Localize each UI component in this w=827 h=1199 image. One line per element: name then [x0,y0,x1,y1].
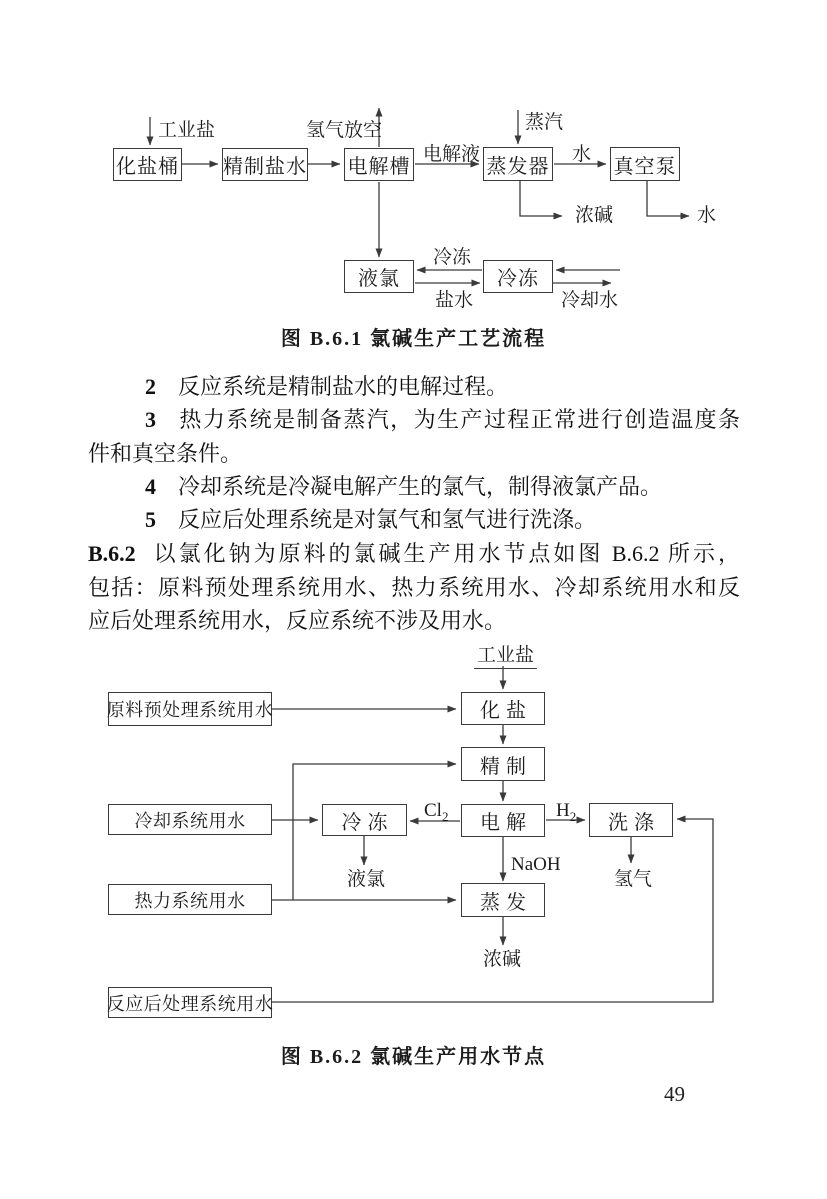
fig1-box-vacuum-pump: 真空泵 [610,147,680,181]
fig2-label-industrial-salt: 工业盐 [474,646,537,669]
clause-number: 4 [145,474,156,499]
paragraph-clause-3-line2: 件和真空条件。 [88,441,243,466]
h2-base: H [556,800,570,821]
fig2-label-liquid-chlorine: 液氯 [347,869,386,890]
fig2-box-raw-material-pretreatment-water: 原料预处理系统用水 [108,692,272,726]
fig2-box-thermal-system-water: 热力系统用水 [108,884,272,915]
fig1-label-hydrogen-vent: 氢气放空 [306,120,383,141]
clause-text: 反应后处理系统是对氯气和氢气进行洗涤。 [178,507,597,532]
cl2-subscript: 2 [441,808,449,824]
paragraph-clause-5 [145,507,596,532]
paragraph-clause-2 [145,374,508,399]
fig2-box-electrolysis: 电解 [461,804,545,837]
fig2-box-post-reaction-treatment-water: 反应后处理系统用水 [108,987,272,1018]
paragraph-clause-4 [145,474,662,499]
clause-text: 冷却系统是冷凝电解产生的氯气，制得液氯产品。 [178,474,663,499]
paragraph-b62-line3: 应后处理系统用水，反应系统不涉及用水。 [88,608,507,633]
clause-text: 热力系统是制备蒸汽，为生产过程正常进行创造温度条 [178,407,740,432]
fig2-label-cl2 [424,801,448,823]
fig1-label-water-mid: 水 [572,144,592,165]
fig1-label-concentrated-alkali: 浓碱 [575,205,614,226]
h2-subscript: 2 [569,808,577,824]
fig2-label-hydrogen: 氢气 [614,869,653,890]
fig1-label-chilled: 冷冻 [433,247,472,268]
paragraph-b62-line1 [88,541,740,566]
fig1-box-evaporator: 蒸发器 [483,147,553,181]
fig1-box-salt-dissolving-tank: 化盐桶 [113,148,182,181]
fig1-label-electrolyte: 电解液 [423,144,481,165]
clause-text: 以氯化钠为原料的氯碱生产用水节点如图 B.6.2 所示， [150,541,740,566]
page-number: 49 [664,1082,685,1106]
figure2-caption: 图 B.6.2 氯碱生产用水节点 [280,1046,547,1068]
fig2-box-salt-dissolving: 化盐 [461,692,545,725]
fig2-box-washing: 洗涤 [589,803,673,837]
fig1-label-industrial-salt: 工业盐 [158,120,216,141]
fig1-label-cooling-water: 冷却水 [561,290,619,311]
clause-number: 5 [145,507,156,532]
cl2-base: Cl [424,800,442,821]
fig2-box-evaporation: 蒸发 [461,883,545,917]
clause-number: 2 [145,374,156,399]
paragraph-clause-3-line1 [145,407,740,432]
clause-number: B.6.2 [88,541,136,566]
figure1-caption: 图 B.6.1 氯碱生产工艺流程 [280,328,547,350]
fig2-box-cooling-system-water: 冷却系统用水 [108,804,272,835]
fig2-label-naoh: NaOH [511,854,561,875]
fig2-box-refining: 精制 [461,747,545,781]
fig1-label-brine: 盐水 [435,290,474,311]
fig1-box-electrolyzer: 电解槽 [344,148,414,181]
fig1-box-liquid-chlorine: 液氯 [344,260,414,293]
fig2-label-concentrated-alkali: 浓碱 [483,949,522,970]
fig1-label-steam: 蒸汽 [525,112,564,133]
fig1-box-refined-brine: 精制盐水 [222,148,308,181]
clause-number: 3 [145,407,156,432]
paragraph-b62-line2: 包括：原料预处理系统用水、热力系统用水、冷却系统用水和反 [88,575,740,600]
fig1-label-water-out: 水 [697,205,717,226]
fig1-box-refrigeration: 冷冻 [483,260,553,293]
clause-text: 反应系统是精制盐水的电解过程。 [178,374,509,399]
fig2-box-refrigeration: 冷冻 [322,804,407,836]
fig2-label-h2 [556,801,576,823]
